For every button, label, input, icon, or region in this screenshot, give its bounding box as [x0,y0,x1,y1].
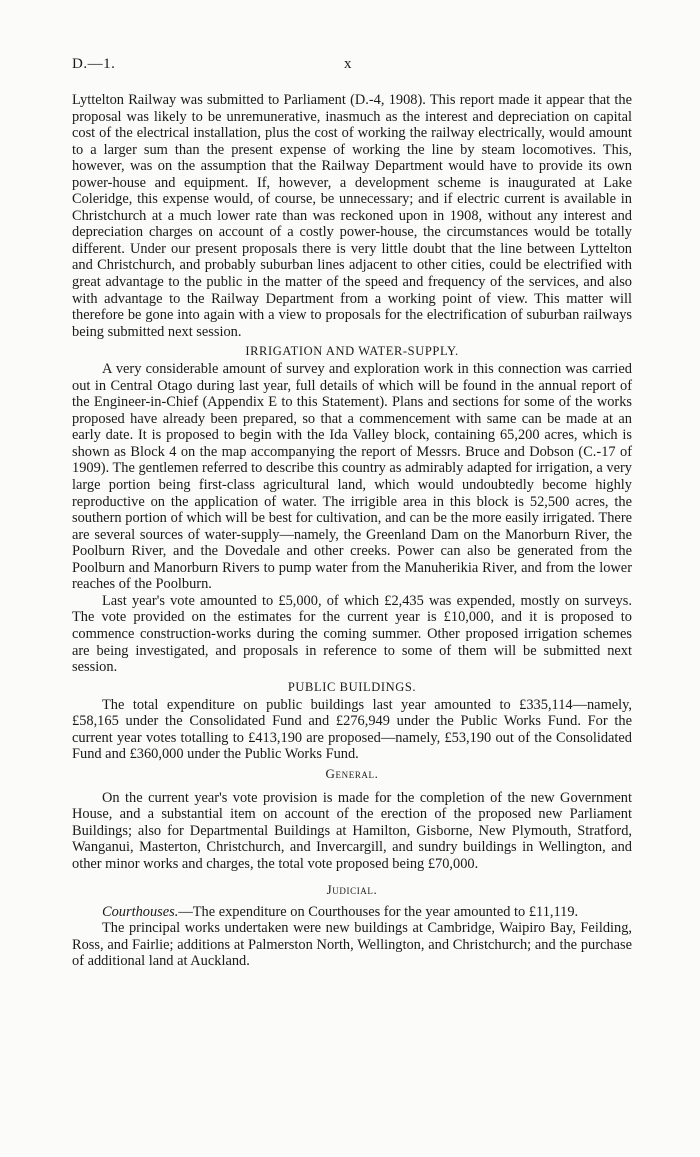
railway-paragraph: Lyttelton Railway was submitted to Parliament (D.-4, 1908). This report made it appear that the proposal was likely to be unremunerative, inasmuch as the interest and depreciation on capital cost of the electrical installation, plus the cost of working the railway electrically, would amount to a larger sum than the present expense of working the line by steam locomotives. This, however, was on the assumption that the Railway Department would have to provide its own power-house and equipment. If, however, a development scheme is inaugurated at Lake Coleridge, this expense would, of course, be unnecessary; and if electric current is available in Christchurch at a much lower rate than was reckoned upon in 1908, without any interest and depreciation charges on account of a costly power-house, the circumstances would be totally different. Under our present proposals there is very little doubt that the line between Lyttelton and Christchurch, and probably suburban lines adjacent to other cities, could be electrified with great advantage to the public in the matter of the speed and frequency of the services, and also with advantage to the Railway Department from a working point of view. This matter will therefore be gone into again with a view to proposals for the electrification of suburban railways being submitted next session. [72,92,632,340]
courthouses-text: —The expenditure on Courthouses for the year amounted to £11,119. [178,903,579,920]
page-number: x [344,56,352,72]
public-buildings-paragraph: The total expenditure on public buildings last year amounted to £335,114—namely, £58,165 under the Consolidated Fund and £276,949 under the Public Works Fund. For the current year votes totalling to £413,190 are proposed—namely, £53,190 out of the Consolidated Fund and £360,000 under the Public Works Fund. [72,696,632,763]
judicial-paragraph-2: The principal works undertaken were new buildings at Cambridge, Waipiro Bay, Feilding, Ross, and Fairlie; additions at Palmerston North, Wellington, and Christchurch; and the purchase of additional land at Auckland. [72,920,632,970]
document-reference: D.—1. [72,56,116,72]
page-header [72,56,632,78]
courthouses-paragraph [72,904,632,921]
page-body [72,92,632,970]
general-paragraph: On the current year's vote provision is made for the completion of the new Government House, and a substantial item on account of the erection of the proposed new Parliament Buildings; also for Departmental Buildings at Hamilton, Gisborne, New Plymouth, Stratford, Wanganui, Masterton, Christchurch, and Invercargill, and sundry buildings in Wellington, and other minor works and charges, the total vote proposed being £70,000. [72,789,632,872]
irrigation-paragraph-1: A very considerable amount of survey and exploration work in this connection was carried out in Central Otago during last year, full details of which will be found in the annual report of the Engineer-in-Chief (Appendix E to this Statement). Plans and sections for some of the works proposed have already been prepared, so that a commencement with same can be made at an early date. It is proposed to begin with the Ida Valley block, containing 65,200 acres, which is shown as Block 4 on the map accompanying the report of Messrs. Bruce and Dobson (C.-17 of 1909). The gentlemen referred to describe this country as admirably adapted for irrigation, a very large portion being first-class agricultural land, which would undoubtedly become highly reproductive on the application of water. The irrigible area in this block is 52,500 acres, the southern portion of which will be best for cultivation, and can be the more easily irrigated. There are several sources of water-supply—namely, the Greenland Dam on the Manorburn River, the Poolburn River, and the Dovedale and other creeks. Power can also be generated from the Poolburn and Manorburn Rivers to pump water from the Manuherikia River, and from the lower reaches of the Poolburn. [72,361,632,593]
public-buildings-heading: PUBLIC BUILDINGS. [287,679,417,694]
judicial-heading: Judicial. [326,881,378,897]
general-heading: General. [325,765,379,781]
courthouses-label: Courthouses. [102,903,179,920]
irrigation-paragraph-2: Last year's vote amounted to £5,000, of which £2,435 was expended, mostly on surveys. The vote provided on the estimates for the current year is £10,000, and it is proposed to commence construction-works during the coming summer. Other proposed irrigation schemes are being investigated, and proposals in reference to some of them will be submitted next session. [72,592,632,676]
irrigation-heading: IRRIGATION AND WATER-SUPPLY. [245,344,459,359]
